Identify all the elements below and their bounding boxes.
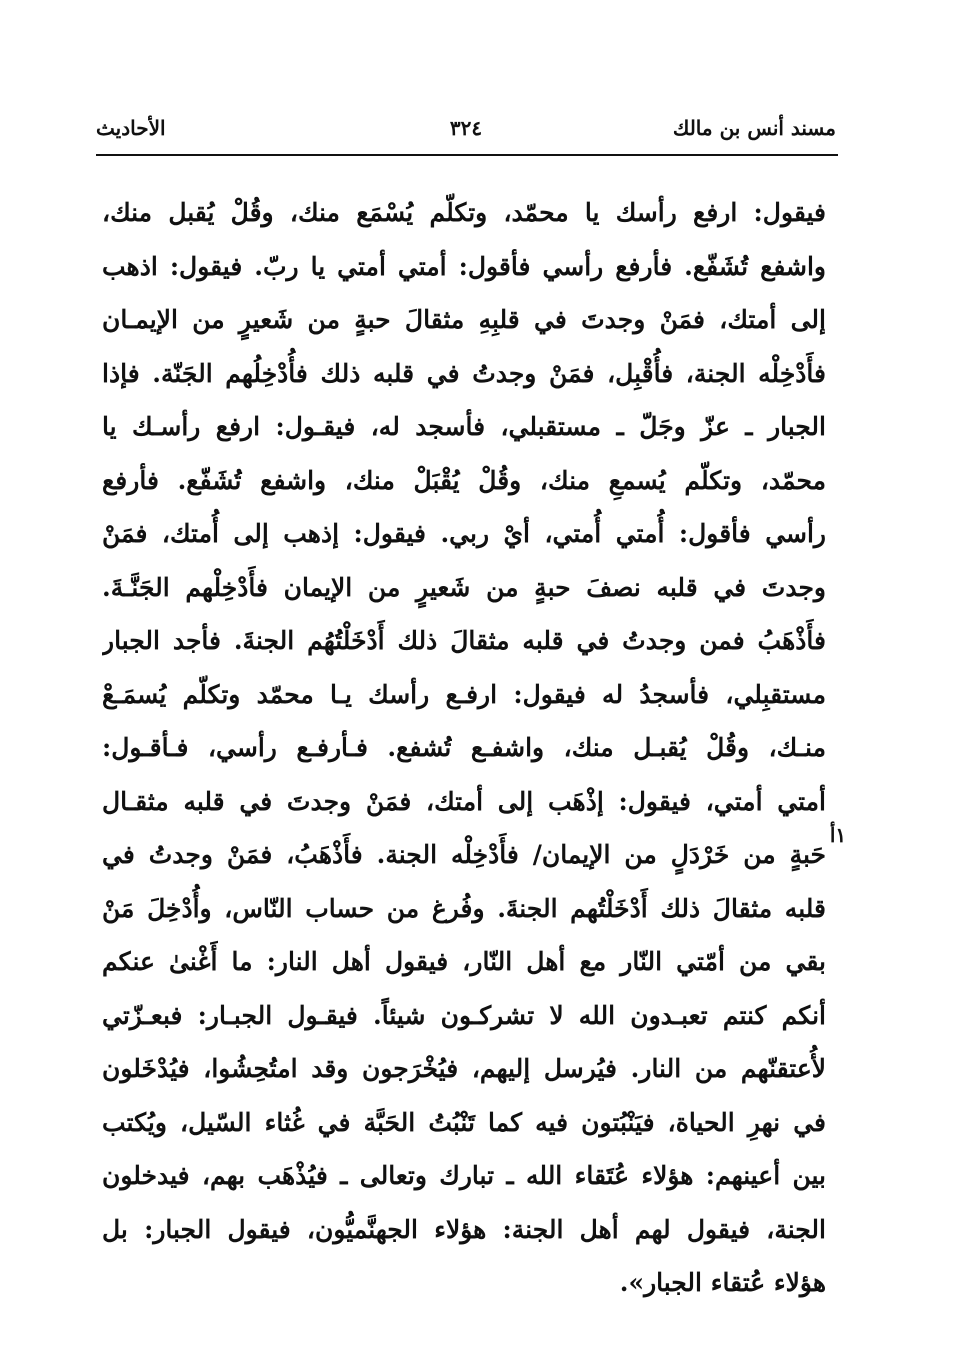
text-line: واشفع تُشَفّع. فأرفع رأسي فأقول: أمتي أمتي يا ربّ. فيقول: اذهب (102, 251, 826, 281)
text-line: إلى أمتك، فمَنْ وجدتَ في قلبِهِ مثقالَ حبةٍ من شَعيرٍ من الإيمـان (102, 305, 826, 334)
text-line: الجبار ـ عزّ وجَلّ ـ مستقبلي، فأسجد له، فيقـول: ارفع رأسـك يا (102, 412, 826, 441)
text-line: وجدتَ في قلبه نصفَ حبةٍ من شَعيرٍ من الإيمان فأَدْخِلْهم الجَنَّـةَ. (102, 572, 826, 602)
text-line: أنكم كنتم تعبـدون الله لا تشركـون شيئاً. فيقـول الجبـار: فبعـزّتي (102, 1000, 826, 1030)
text-line: منـك، وقُلْ يُقبـل منك، واشفـع تُشفع. فـأرفـع رأسي، فـأقـول: (102, 733, 826, 762)
page-header (96, 112, 836, 156)
page-number: ٣٢٤ (449, 116, 483, 140)
text-line: قلبه مثقالَ ذلك أَدْخَلْتُهم الجنةَ. وفُرغ من حساب النّاس، وأُدْخِلَ مَنْ (102, 893, 826, 923)
text-line: بين أعينهم: هؤلاء عُتَقاء الله ـ تبارك وتعالى ـ فيُذْهَب بهم، فيدخلون (102, 1161, 826, 1190)
text-line: في نهرِ الحياة، فيَنْبُتون فيه كما تَنْبُتُ الحَبَّة في غُثاء السّيل، ويُكتب (102, 1107, 826, 1137)
margin-folio-note: ١أ (829, 823, 847, 847)
text-line: لأُعتقنّهم من النار. فيُرسل إليهم، فيُخْرَجون وقد امتُحِشُوا، فيُدْخَلون (102, 1054, 826, 1083)
text-line: رأسي فأقول: أُمتي أُمتي، أيْ ربي. فيقول: إذهب إلى أُمتك، فمَنْ (102, 519, 826, 548)
text-line: مستقبِلي، فأسجدُ له فيقول: ارفـع رأسك يـا محمّد وتكلّم يُسمَـعْ (102, 679, 826, 709)
text-line: أمتي أمتي، فيقول: إذْهَب إلى أمتك، فمَنْ وجدتَ في قلبه مثقـال (102, 786, 826, 816)
text-line: حَبةٍ من خَرْدَلٍ من الإيمان/ فأَدْخِلْه الجنة. فأَذْهَبُ، فمَنْ وجدتُ في (102, 840, 826, 869)
body-text (102, 186, 826, 1310)
text-line: الجنة، فيقول لهم أهل الجنة: هؤلاء الجهنَّميُّون، فيقول الجبار: بل (102, 1214, 826, 1244)
section-title: الأحاديث (96, 116, 166, 140)
text-line: بقي من أمّتي النّار مع أهل النّار، فيقول أهل النار: ما أَغْنىٰ عنكم (102, 947, 826, 976)
text-line: هؤلاء عُتقاء الجبار». (619, 1268, 826, 1297)
text-line: فأَدْخِلْه الجنة، فأُقْبِل، فمَنْ وجدتُ في قلبه ذلك فأُدْخِلُهم الجَنّة. فإذا (102, 358, 826, 388)
header-rule (96, 154, 838, 156)
text-line: محمّد، وتكلّم يُسمعِ منك، وقُلْ يُقْبَلْ منك، واشفع تُشَفّع. فأرفع (102, 465, 826, 495)
text-line: فيقول: ارفع رأسك يا محمّد، وتكلّم يُسْمَع منك، وقُلْ يُقبل منك، (102, 198, 826, 227)
text-line: فأَذْهَبُ فمن وجدتُ في قلبه مثقالَ ذلك أَدْخَلْتُهُم الجنةَ. فأجد الجبار (102, 626, 826, 655)
book-title: مسند أنس بن مالك (672, 116, 836, 140)
